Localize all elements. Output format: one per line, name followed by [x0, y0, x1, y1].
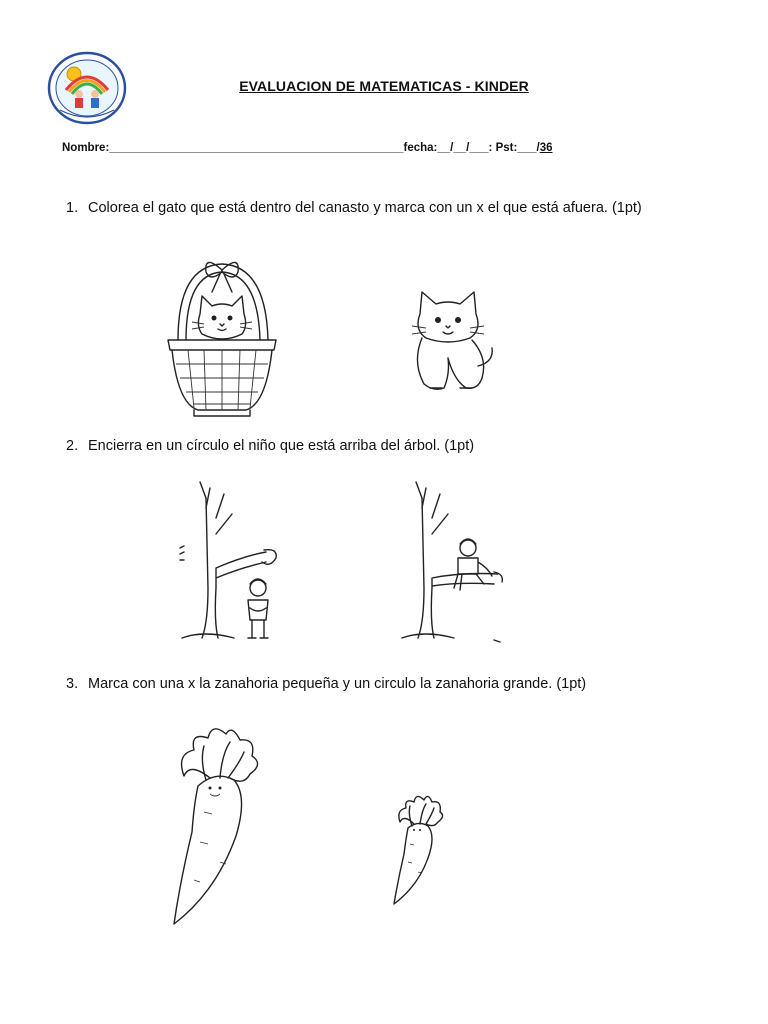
question-1	[66, 200, 642, 216]
question-text: Encierra en un círculo el niño que está arriba del árbol. (1pt)	[88, 438, 475, 454]
question-text: Colorea el gato que está dentro del canasto y marca con un x el que está afuera. (1pt)	[88, 200, 642, 216]
question-2	[66, 438, 474, 454]
name-label: Nombre:	[62, 142, 110, 154]
small-carrot-icon	[386, 786, 450, 908]
boy-beside-tree-icon	[174, 478, 284, 644]
score-total: 36	[539, 142, 553, 154]
cat-in-basket-icon	[164, 252, 280, 420]
question-number: 1.	[66, 200, 79, 216]
question-3	[66, 676, 586, 692]
question-number: 3.	[66, 676, 79, 692]
name-blank: ______________________________________________	[109, 142, 404, 154]
question-number: 2.	[66, 438, 79, 454]
big-carrot-icon	[160, 712, 270, 928]
score-label: : Pst:	[488, 142, 518, 154]
date-blank: __/__/___	[437, 142, 489, 154]
date-label: fecha:	[403, 142, 438, 154]
student-info-line	[62, 142, 552, 154]
page-title: EVALUACION DE MATEMATICAS - KINDER	[239, 78, 529, 94]
score-blank: ___/	[517, 142, 540, 154]
question-text: Marca con una x la zanahoria pequeña y un circulo la zanahoria grande. (1pt)	[88, 676, 587, 692]
cat-outside-icon	[408, 288, 498, 398]
boy-on-tree-icon	[398, 478, 506, 644]
